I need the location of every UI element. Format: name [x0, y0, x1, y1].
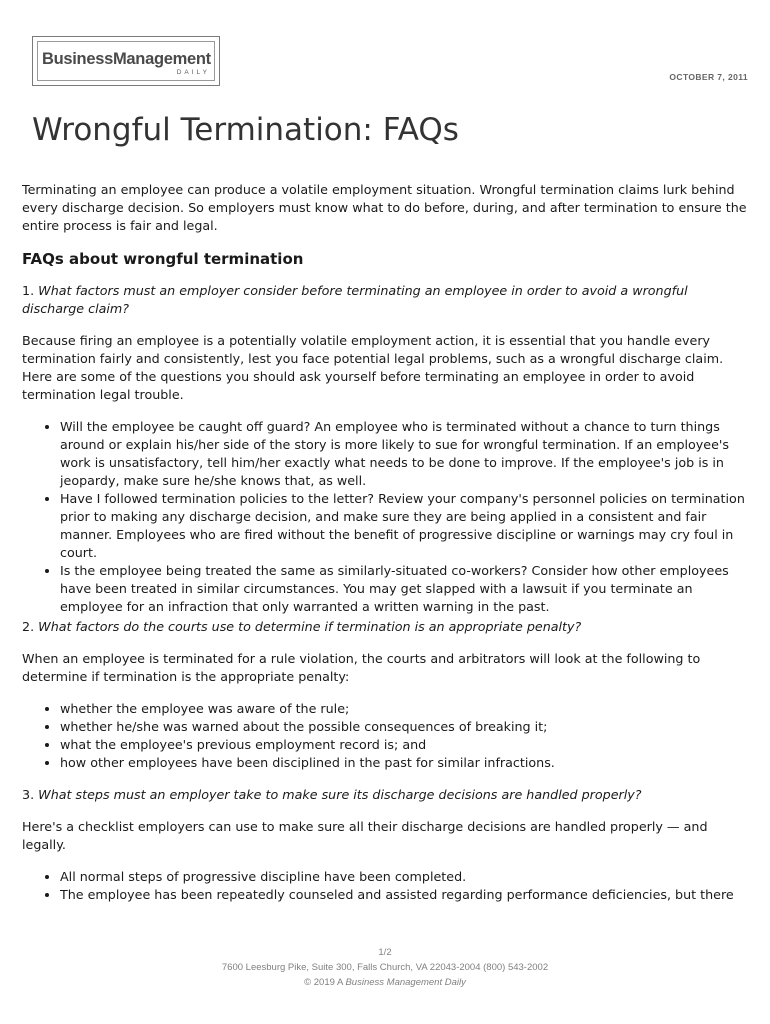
intro-paragraph: Terminating an employee can produce a volatile employment situation. Wrongful termination claims lurk behind every discharge decision. So employers must know what to do before, during, and after termination to ensure the entire process is fair and legal. — [22, 182, 747, 233]
faq-question-text: What factors do the courts use to determine if termination is an appropriate penalty? — [38, 619, 582, 634]
logo-name: BusinessManagement — [42, 50, 211, 68]
faq-bullet-list — [22, 868, 750, 904]
faq-bullet-list — [22, 418, 750, 616]
list-item: • The employee has been repeatedly counseled and assisted regarding performance deficiencies, but there — [60, 886, 750, 904]
faq-question-text: What steps must an employer take to make sure its discharge decisions are handled properly? — [38, 787, 642, 802]
faq-answer: Here's a checklist employers can use to make sure all their discharge decisions are handled properly — and legally. — [22, 819, 708, 852]
faq-number: 3. — [22, 787, 35, 802]
faq-question-text: What factors must an employer consider before terminating an employee in order to avoid a wrongful discharge claim? — [22, 283, 688, 316]
list-item: • what the employee's previous employment record is; and — [60, 736, 750, 754]
faq-number: 2. — [22, 619, 35, 634]
page-title: Wrongful Termination: FAQs — [32, 112, 459, 148]
faq-number: 1. — [22, 283, 35, 298]
list-item: • how other employees have been disciplined in the past for similar infractions. — [60, 754, 750, 772]
faq-bullet-list — [22, 700, 750, 772]
faq-question — [22, 618, 750, 636]
logo — [32, 36, 220, 86]
list-item: • Will the employee be caught off guard? An employee who is terminated without a chance to turn things around or explain his/her side of the story is more likely to sue for wrongful termination. If an employee's work is unsatisfactory, tell him/her exactly what needs to be done to improve. If the employee's job is in jeopardy, make sure he/she knows that, as well. — [60, 418, 750, 490]
list-item: • whether he/she was warned about the possible consequences of breaking it; — [60, 718, 750, 736]
list-item: • Have I followed termination policies to the letter? Review your company's personnel policies on termination prior to making any discharge decision, and make sure they are being applied in a consistent and fair manner. Employees who are fired without the benefit of progressive discipline or warnings may cry foul in court. — [60, 490, 750, 562]
list-item: • All normal steps of progressive discipline have been completed. — [60, 868, 750, 886]
article-body — [22, 181, 750, 906]
publish-date: OCTOBER 7, 2011 — [669, 72, 748, 82]
faq-answer: When an employee is terminated for a rule violation, the courts and arbitrators will look at the following to determine if termination is the appropriate penalty: — [22, 651, 701, 684]
list-item: • whether the employee was aware of the rule; — [60, 700, 750, 718]
list-item: • Is the employee being treated the same as similarly-situated co-workers? Consider how other employees have been treated in similar circumstances. You may get slapped with a lawsuit if you terminate an employee for an infraction that only warranted a written warning in the past. — [60, 562, 750, 616]
footer-copyright — [0, 975, 770, 990]
faq-question — [22, 282, 750, 318]
page-footer — [0, 945, 770, 990]
faq-question — [22, 786, 750, 804]
copyright-brand: Business Management Daily — [345, 977, 466, 988]
faq-answer: Because firing an employee is a potentially volatile employment action, it is essential that you handle every termination fairly and consistently, lest you face potential legal problems, such as a wrongful discharge claim. Here are some of the questions you should ask yourself before terminating an employee in order to avoid termination legal trouble. — [22, 333, 724, 402]
footer-address: 7600 Leesburg Pike, Suite 300, Falls Church, VA 22043-2004 (800) 543-2002 — [221, 962, 549, 973]
page-number: 1/2 — [378, 947, 392, 958]
copyright-prefix: © 2019 A — [304, 977, 346, 988]
section-heading: FAQs about wrongful termination — [22, 250, 304, 268]
logo-sub: DAILY — [176, 69, 210, 76]
